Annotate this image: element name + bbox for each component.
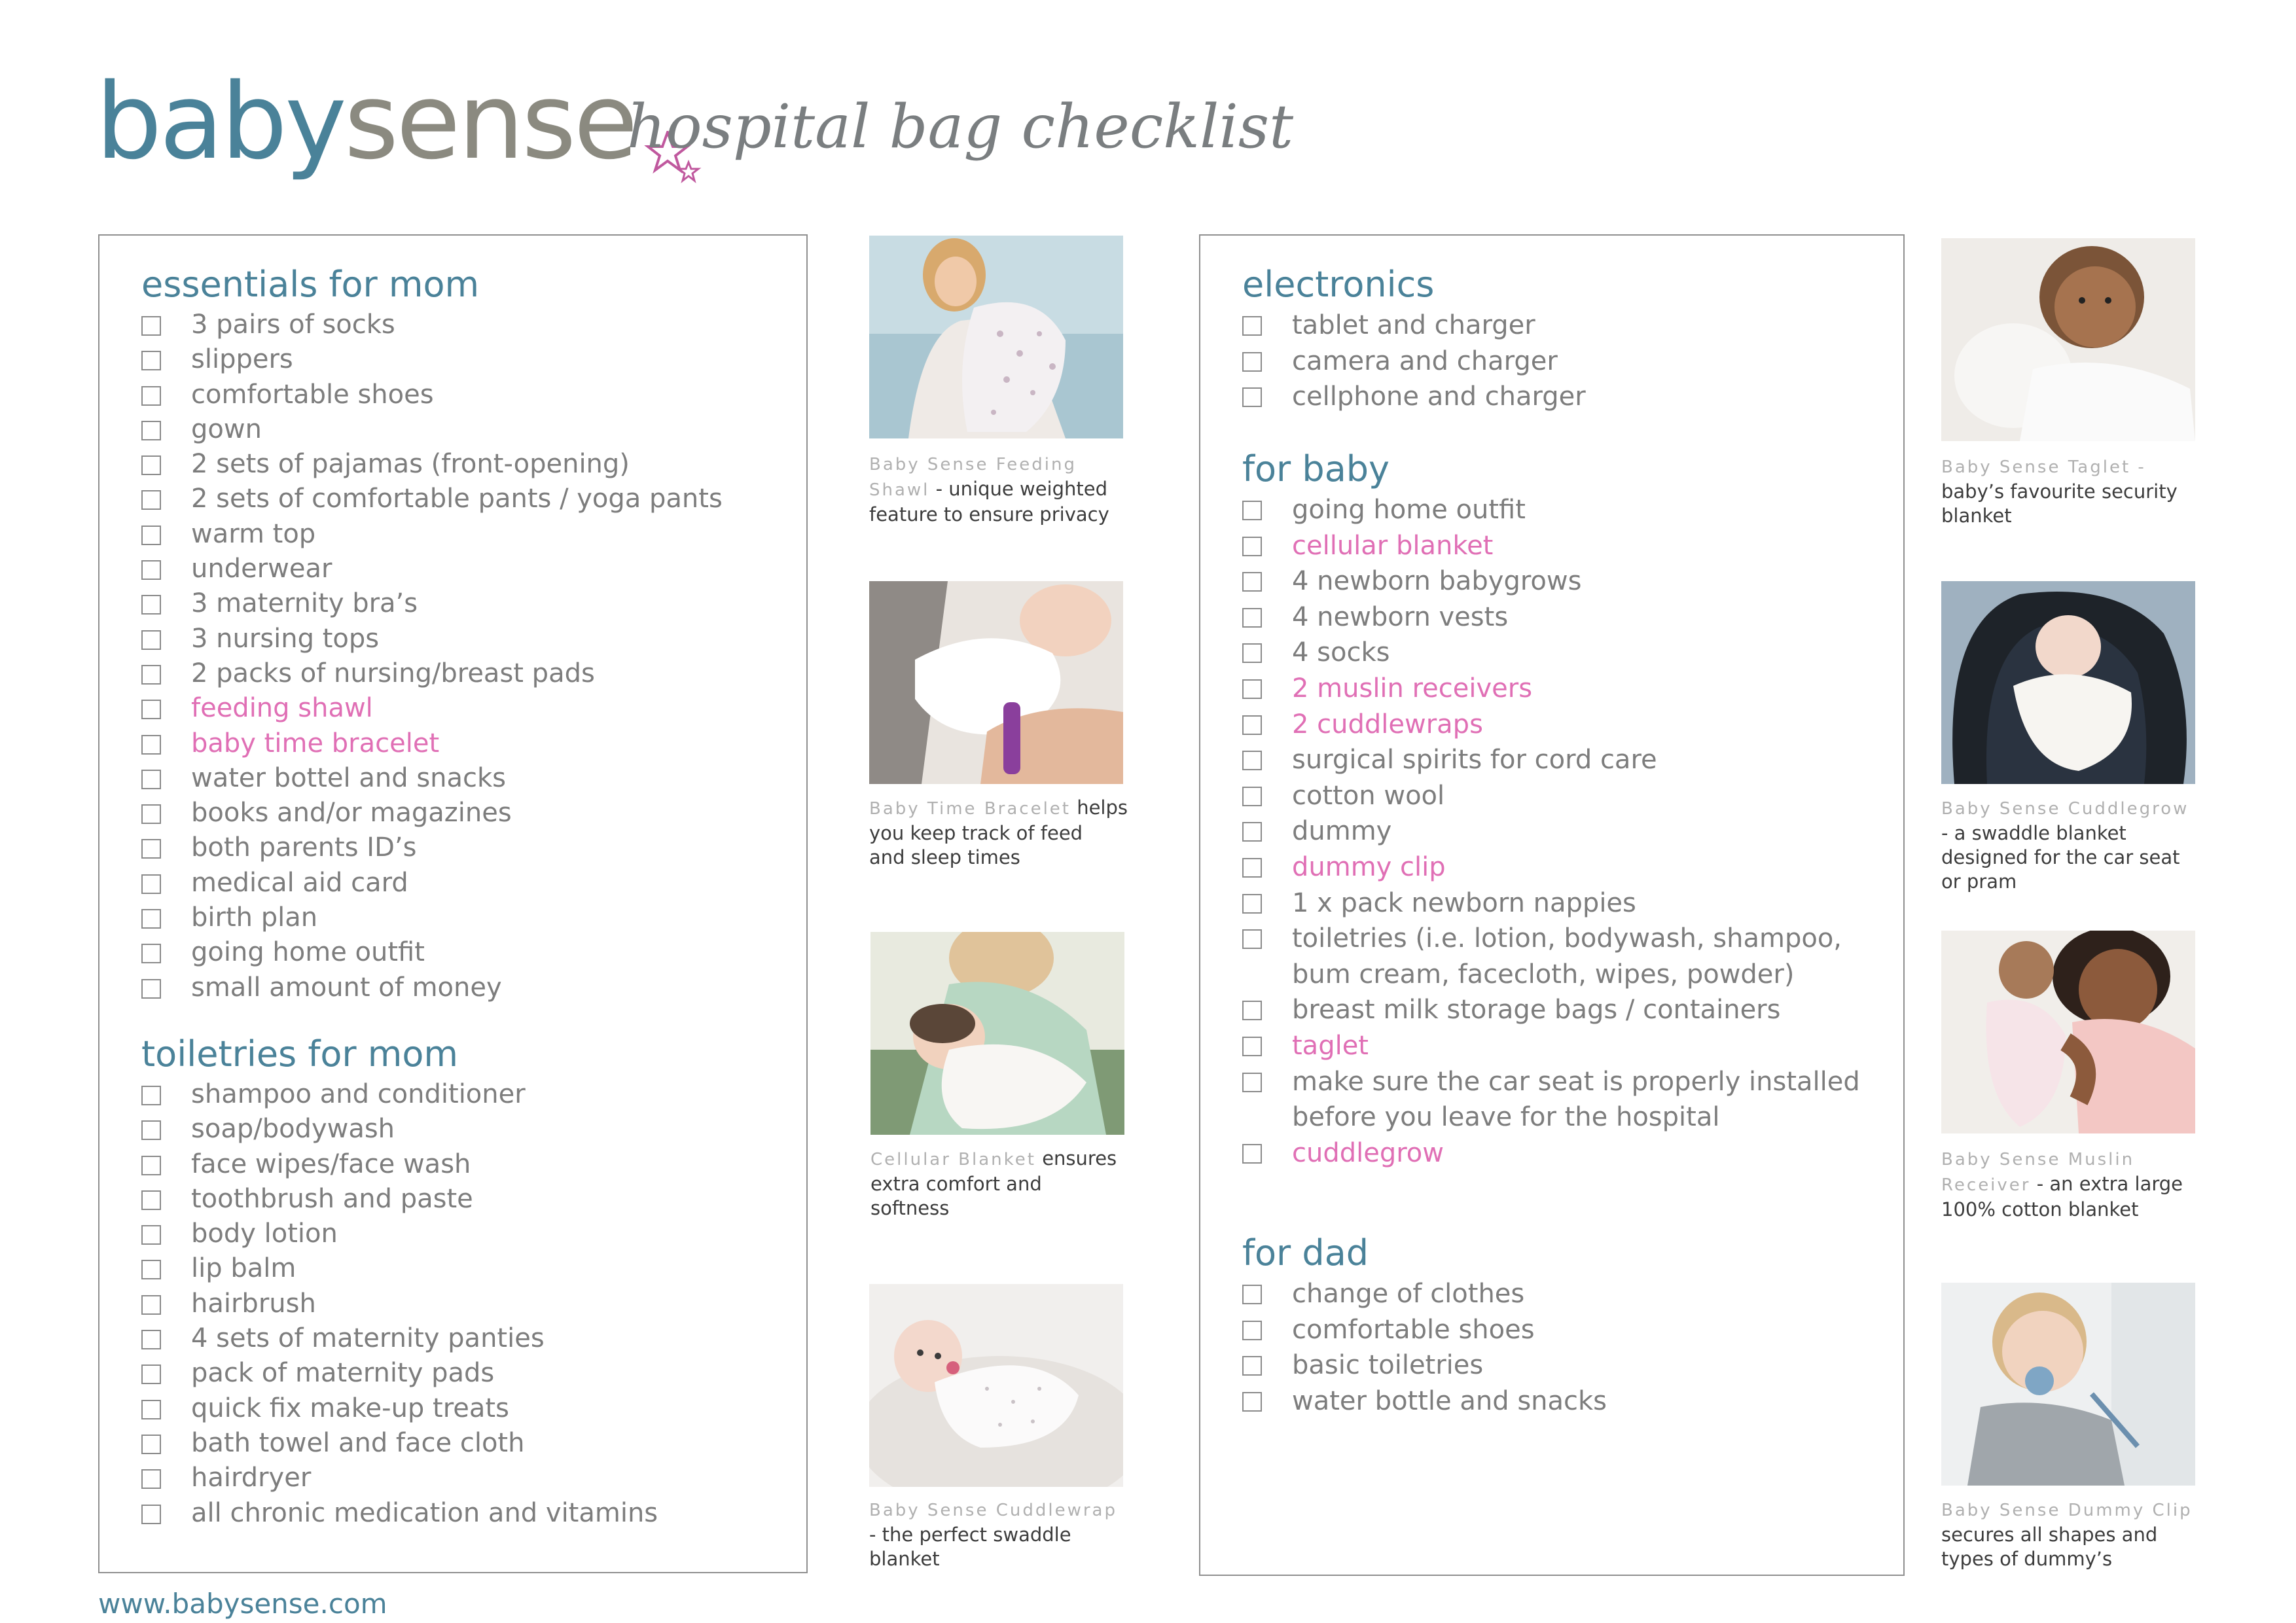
checkbox[interactable] <box>141 1364 161 1384</box>
item-label: warm top <box>191 518 316 549</box>
item-label: dummy <box>1292 816 1392 847</box>
checklist-item[interactable] <box>1242 1347 1607 1383</box>
checkbox[interactable] <box>141 1295 161 1315</box>
checklist-item[interactable] <box>1242 813 1860 849</box>
item-label: toothbrush and paste <box>191 1183 473 1214</box>
item-label: 4 sets of maternity panties <box>191 1323 545 1354</box>
section-for-baby <box>1242 446 1860 1171</box>
item-label: all chronic medication and vitamins <box>191 1497 658 1528</box>
checkbox[interactable] <box>1242 929 1262 949</box>
item-label: tablet and charger <box>1292 310 1535 340</box>
dummy-clip-photo <box>1941 1283 2195 1486</box>
checklist <box>1242 492 1860 1171</box>
cuddlewrap-photo <box>869 1284 1123 1487</box>
caption-taglet: Baby Sense Taglet - baby’s favourite security blanket <box>1941 457 2178 527</box>
checklist-item[interactable] <box>141 308 723 342</box>
checklist-item[interactable] <box>141 1426 658 1461</box>
checklist-item[interactable] <box>1242 885 1860 921</box>
checklist-item[interactable] <box>141 517 723 552</box>
item-label: 2 muslin receivers <box>1292 673 1533 704</box>
checkbox[interactable] <box>1242 1285 1262 1304</box>
item-label: 3 pairs of socks <box>191 310 395 340</box>
page-title: hospital bag checklist <box>627 92 1294 162</box>
caption-muslin-receiver: Baby Sense Muslin Receiver - an extra large 100% cotton blanket <box>1941 1150 2183 1221</box>
checkbox[interactable] <box>1242 822 1262 842</box>
checklist-item[interactable] <box>141 378 723 412</box>
checkbox[interactable] <box>141 909 161 929</box>
item-label: 4 socks <box>1292 637 1390 668</box>
item-label: small amount of money <box>191 972 502 1003</box>
checklist-item[interactable] <box>141 1217 658 1251</box>
checkbox[interactable] <box>141 1435 161 1454</box>
checkbox[interactable] <box>141 874 161 894</box>
checkbox[interactable] <box>1242 858 1262 878</box>
checklist-item[interactable] <box>141 971 723 1005</box>
checklist-item[interactable] <box>141 1356 658 1391</box>
checkbox[interactable] <box>141 1400 161 1419</box>
checkbox[interactable] <box>1242 715 1262 735</box>
checklist-item[interactable] <box>1242 992 1860 1028</box>
item-label: 1 x pack newborn nappies <box>1292 887 1636 918</box>
checkbox[interactable] <box>141 1086 161 1105</box>
item-label: 2 sets of comfortable pants / yoga pants <box>191 484 723 514</box>
logo-wordmark: babysense <box>96 60 636 183</box>
item-label: face wipes/face wash <box>191 1149 471 1179</box>
checklist-item[interactable] <box>141 1321 658 1356</box>
checklist-item[interactable] <box>141 1182 658 1217</box>
item-label: going home outfit <box>191 937 425 968</box>
item-label: camera and charger <box>1292 346 1558 376</box>
checklist-item[interactable] <box>141 1251 658 1286</box>
checkbox[interactable] <box>141 804 161 824</box>
checkbox[interactable] <box>141 1469 161 1489</box>
section-toiletries-for-mom <box>141 1031 658 1531</box>
item-label: 4 newborn babygrows <box>1292 566 1582 597</box>
checklist-item[interactable] <box>141 1147 658 1182</box>
section-electronics <box>1242 262 1586 415</box>
checkbox[interactable] <box>141 665 161 685</box>
checkbox[interactable] <box>1242 1321 1262 1340</box>
checkbox[interactable] <box>1242 501 1262 520</box>
checkbox[interactable] <box>1242 1144 1262 1164</box>
checkbox[interactable] <box>141 1190 161 1210</box>
checkbox[interactable] <box>1242 537 1262 556</box>
checklist-item[interactable] <box>1242 778 1860 814</box>
cuddlegrow-photo <box>1941 581 2195 784</box>
checkbox[interactable] <box>1242 352 1262 372</box>
item-label: taglet <box>1292 1030 1369 1061</box>
item-label: hairbrush <box>191 1288 316 1319</box>
caption-cuddlegrow: Baby Sense Cuddlegrow - a swaddle blanket designed for the car seat or pram <box>1941 799 2189 893</box>
checklist-item[interactable] <box>1242 671 1860 707</box>
item-label: make sure the car seat is properly installed <box>1292 1066 1860 1097</box>
item-label: hairdryer <box>191 1463 312 1493</box>
checklist-item[interactable] <box>141 901 723 935</box>
checklist-item[interactable] <box>141 935 723 970</box>
caption-feeding-shawl: Baby Sense Feeding Shawl - unique weighted feature to ensure privacy <box>869 455 1109 526</box>
checkbox[interactable] <box>141 526 161 545</box>
right-checklist-panel <box>1199 234 1905 1576</box>
checklist-item[interactable] <box>141 691 723 726</box>
checklist-item[interactable] <box>1242 308 1586 344</box>
bracelet-photo <box>869 581 1123 784</box>
checkbox[interactable] <box>1242 894 1262 914</box>
checklist-item[interactable] <box>141 622 723 656</box>
checkbox[interactable] <box>141 490 161 510</box>
item-label: lip balm <box>191 1253 296 1284</box>
item-label: 3 nursing tops <box>191 623 380 654</box>
caption-cuddlewrap: Baby Sense Cuddlewrap - the perfect swaddle blanket <box>869 1501 1117 1570</box>
checklist-item[interactable] <box>141 830 723 865</box>
checklist-item[interactable] <box>1242 563 1860 599</box>
feeding-shawl-photo <box>869 236 1123 438</box>
checklist-item[interactable] <box>1242 849 1860 885</box>
checklist-item[interactable] <box>141 1461 658 1495</box>
checklist-item[interactable] <box>141 866 723 901</box>
checkbox[interactable] <box>1242 1073 1262 1092</box>
checkbox[interactable] <box>141 386 161 406</box>
checklist-item[interactable] <box>1242 635 1860 671</box>
checklist <box>141 308 723 1005</box>
item-label: 2 cuddlewraps <box>1292 709 1483 740</box>
checkbox[interactable] <box>141 700 161 719</box>
checklist-item[interactable] <box>141 656 723 691</box>
checklist-item[interactable] <box>1242 599 1860 635</box>
item-label: 4 newborn vests <box>1292 601 1509 632</box>
item-label: dummy clip <box>1292 851 1446 882</box>
checkbox[interactable] <box>141 316 161 336</box>
checklist-item[interactable] <box>141 1496 658 1531</box>
checklist-item[interactable] <box>141 342 723 377</box>
checkbox[interactable] <box>1242 643 1262 663</box>
checkbox[interactable] <box>1242 1037 1262 1056</box>
item-label: birth plan <box>191 902 318 933</box>
checkbox[interactable] <box>1242 1356 1262 1376</box>
checkbox[interactable] <box>1242 679 1262 699</box>
checkbox[interactable] <box>1242 572 1262 592</box>
item-label: cotton wool <box>1292 780 1445 811</box>
checkbox[interactable] <box>1242 787 1262 806</box>
item-label-continued: before you leave for the hospital <box>1292 1102 1720 1133</box>
checklist-item[interactable] <box>141 552 723 586</box>
item-label: body lotion <box>191 1219 338 1249</box>
checkbox[interactable] <box>1242 316 1262 336</box>
checklist-item[interactable] <box>141 412 723 447</box>
checklist-item[interactable] <box>141 761 723 796</box>
checklist-item[interactable] <box>1242 379 1586 415</box>
cellular-blanket-photo <box>870 932 1124 1135</box>
caption-cellular-blanket: Cellular Blanket ensures extra comfort and softness <box>870 1147 1117 1219</box>
checkbox[interactable] <box>141 839 161 859</box>
checklist-item[interactable] <box>1242 1135 1860 1171</box>
checkbox[interactable] <box>141 455 161 475</box>
checkbox[interactable] <box>1242 387 1262 407</box>
checklist-item[interactable] <box>141 482 723 516</box>
checkbox[interactable] <box>141 595 161 615</box>
item-label: basic toiletries <box>1292 1350 1484 1381</box>
checklist-item[interactable] <box>1242 528 1860 564</box>
checkbox[interactable] <box>1242 751 1262 770</box>
item-label: water bottel and snacks <box>191 762 507 793</box>
item-label: change of clothes <box>1292 1279 1525 1309</box>
checkbox[interactable] <box>141 1120 161 1140</box>
item-label: slippers <box>191 344 293 375</box>
checkbox[interactable] <box>141 630 161 650</box>
item-label: cuddlegrow <box>1292 1137 1444 1168</box>
checkbox[interactable] <box>141 421 161 440</box>
checklist-item[interactable] <box>141 726 723 761</box>
checkbox[interactable] <box>141 1260 161 1279</box>
checkbox[interactable] <box>1242 1001 1262 1020</box>
item-label: 3 maternity bra’s <box>191 588 418 619</box>
item-label: feeding shawl <box>191 693 373 724</box>
checkbox[interactable] <box>141 560 161 580</box>
checklist-item[interactable] <box>141 796 723 830</box>
checklist <box>141 1077 658 1531</box>
checklist-item[interactable] <box>1242 1276 1607 1312</box>
checklist-item[interactable] <box>1242 1028 1860 1064</box>
checkbox[interactable] <box>1242 608 1262 628</box>
item-label: both parents ID’s <box>191 832 417 863</box>
checklist-item[interactable] <box>141 1077 658 1112</box>
checkbox[interactable] <box>141 1330 161 1349</box>
item-label: soap/bodywash <box>191 1114 395 1145</box>
checklist-item[interactable] <box>141 1287 658 1321</box>
item-label: pack of maternity pads <box>191 1358 495 1389</box>
checklist-item[interactable] <box>1242 742 1860 778</box>
checklist <box>1242 1276 1607 1419</box>
item-label: bath towel and face cloth <box>191 1427 525 1458</box>
checkbox[interactable] <box>141 351 161 370</box>
checkbox[interactable] <box>141 1505 161 1524</box>
item-label: gown <box>191 414 262 444</box>
item-label: 2 packs of nursing/breast pads <box>191 658 595 688</box>
item-label: 2 sets of pajamas (front-opening) <box>191 449 630 480</box>
taglet-photo <box>1941 238 2195 441</box>
checklist-item[interactable] <box>1242 1312 1607 1348</box>
website-link[interactable]: www.babysense.com <box>98 1588 387 1620</box>
item-label-continued: bum cream, facecloth, wipes, powder) <box>1292 959 1795 990</box>
item-label: comfortable shoes <box>191 379 434 410</box>
checklist-item[interactable] <box>1242 344 1586 380</box>
item-label: cellular blanket <box>1292 530 1494 561</box>
item-label: going home outfit <box>1292 495 1526 525</box>
item-label: comfortable shoes <box>1292 1314 1535 1345</box>
checklist-item[interactable] <box>141 1391 658 1426</box>
checkbox[interactable] <box>1242 1392 1262 1412</box>
item-label: medical aid card <box>191 867 408 898</box>
item-label: breast milk storage bags / containers <box>1292 995 1781 1026</box>
section-essentials-for-mom <box>141 262 723 1005</box>
item-label: cellphone and charger <box>1292 382 1586 412</box>
checklist-item[interactable] <box>141 447 723 482</box>
checkbox[interactable] <box>141 979 161 999</box>
checklist-item[interactable] <box>1242 1383 1607 1419</box>
section-title: for dad <box>1242 1232 1369 1274</box>
checkbox[interactable] <box>141 735 161 755</box>
item-label: underwear <box>191 554 332 584</box>
item-label: quick fix make-up treats <box>191 1393 509 1423</box>
item-label: water bottle and snacks <box>1292 1385 1607 1416</box>
section-title: electronics <box>1242 264 1435 305</box>
caption-dummy-clip: Baby Sense Dummy Clip secures all shapes and types of dummy’s <box>1941 1501 2193 1570</box>
muslin-receiver-photo <box>1941 931 2195 1133</box>
checklist-item[interactable] <box>141 1112 658 1147</box>
section-title: essentials for mom <box>141 264 480 305</box>
item-label: shampoo and conditioner <box>191 1079 526 1109</box>
checklist-item[interactable] <box>141 586 723 621</box>
checkbox[interactable] <box>141 1156 161 1175</box>
caption-bracelet: Baby Time Bracelet helps you keep track of feed and sleep times <box>869 796 1128 868</box>
item-label: surgical spirits for cord care <box>1292 745 1657 776</box>
item-label: toiletries (i.e. lotion, bodywash, shampoo, <box>1292 923 1842 954</box>
section-title: for baby <box>1242 448 1390 490</box>
checkbox[interactable] <box>141 1225 161 1245</box>
section-for-dad <box>1242 1230 1607 1419</box>
checklist-item[interactable] <box>1242 921 1860 992</box>
checklist <box>1242 308 1586 415</box>
checklist-item[interactable] <box>1242 707 1860 743</box>
checklist-item[interactable] <box>1242 492 1860 528</box>
left-checklist-panel <box>98 234 808 1573</box>
item-label: books and/or magazines <box>191 798 512 829</box>
checklist-item[interactable] <box>1242 1064 1860 1135</box>
item-label: baby time bracelet <box>191 728 440 758</box>
section-title: toiletries for mom <box>141 1033 458 1075</box>
checkbox[interactable] <box>141 944 161 963</box>
checkbox[interactable] <box>141 770 161 789</box>
